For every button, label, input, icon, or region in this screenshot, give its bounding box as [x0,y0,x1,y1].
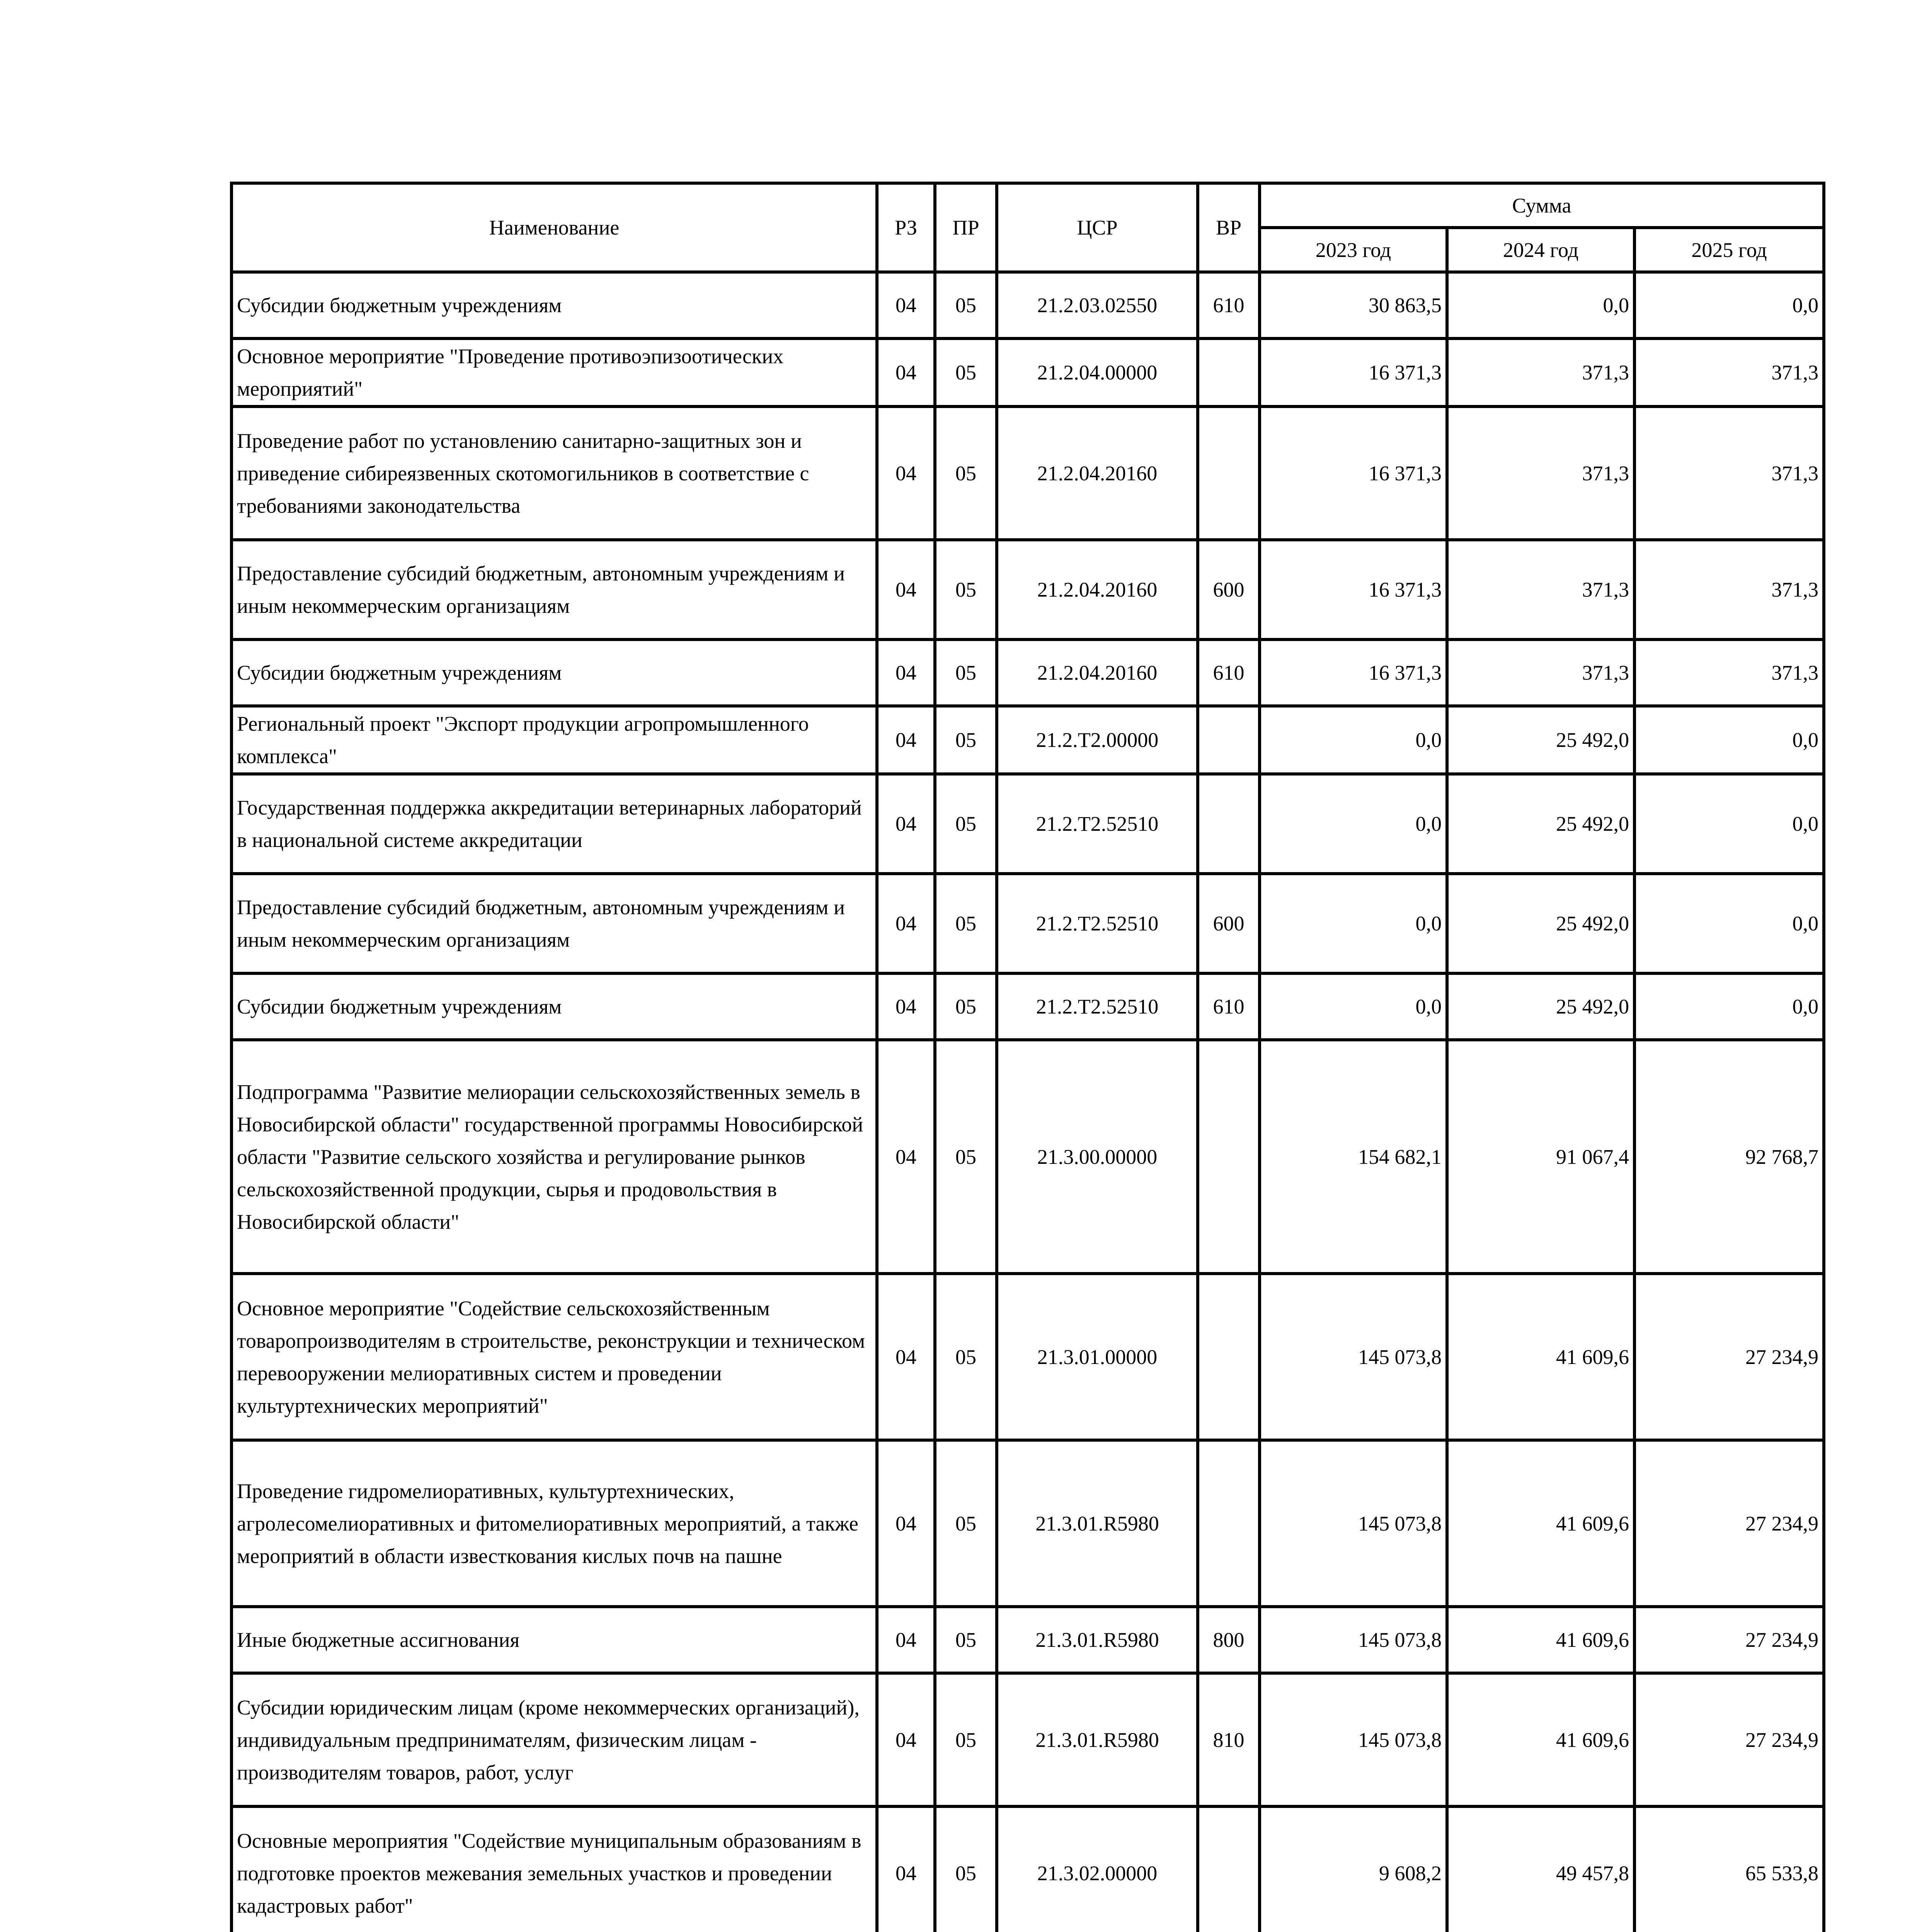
row-rz: 04 [877,973,935,1040]
row-amount-2024: 49 457,8 [1447,1806,1634,1932]
row-amount-2023: 16 371,3 [1260,338,1447,406]
row-vr: 610 [1198,272,1260,338]
row-csr: 21.3.01.R5980 [997,1673,1198,1806]
row-amount-2024: 0,0 [1447,272,1634,338]
header-rz: РЗ [877,183,935,272]
row-pr: 05 [935,272,997,338]
table-row [232,973,1824,1040]
header-year-2023: 2023 год [1260,228,1447,272]
table-row [232,874,1824,973]
row-rz: 04 [877,639,935,706]
row-name: Подпрограмма "Развитие мелиорации сельскохозяйственных земель в Новосибирской области" государственной программы Новосибирской области "Развитие сельского хозяйства и регулирование рынков сельскохозяйственной продукции, сырья и продовольствия в Новосибирской области" [232,1040,877,1274]
row-amount-2023: 145 073,8 [1260,1440,1447,1607]
table-row [232,639,1824,706]
row-amount-2025: 371,3 [1634,406,1824,540]
row-csr: 21.3.00.00000 [997,1040,1198,1274]
row-amount-2024: 371,3 [1447,406,1634,540]
row-amount-2023: 16 371,3 [1260,639,1447,706]
header-vr: ВР [1198,183,1260,272]
row-amount-2025: 0,0 [1634,874,1824,973]
row-amount-2025: 27 234,9 [1634,1274,1824,1440]
row-rz: 04 [877,1274,935,1440]
row-amount-2024: 41 609,6 [1447,1673,1634,1806]
row-csr: 21.2.03.02550 [997,272,1198,338]
row-amount-2025: 0,0 [1634,973,1824,1040]
row-amount-2023: 16 371,3 [1260,540,1447,639]
row-csr: 21.2.04.20160 [997,639,1198,706]
row-name: Государственная поддержка аккредитации ветеринарных лабораторий в национальной системе аккредитации [232,774,877,874]
table-row [232,272,1824,338]
row-pr: 05 [935,1040,997,1274]
row-amount-2023: 0,0 [1260,973,1447,1040]
row-pr: 05 [935,973,997,1040]
header-pr: ПР [935,183,997,272]
row-amount-2023: 145 073,8 [1260,1607,1447,1673]
row-pr: 05 [935,1607,997,1673]
row-csr: 21.3.01.R5980 [997,1440,1198,1607]
row-amount-2023: 0,0 [1260,774,1447,874]
row-vr: 610 [1198,639,1260,706]
row-pr: 05 [935,1274,997,1440]
row-pr: 05 [935,406,997,540]
row-amount-2025: 371,3 [1634,639,1824,706]
row-amount-2025: 27 234,9 [1634,1673,1824,1806]
row-rz: 04 [877,774,935,874]
row-rz: 04 [877,1673,935,1806]
budget-table [230,182,1825,1932]
row-rz: 04 [877,272,935,338]
row-csr: 21.2.04.20160 [997,406,1198,540]
row-vr [1198,1806,1260,1932]
row-vr: 600 [1198,540,1260,639]
row-rz: 04 [877,1607,935,1673]
row-amount-2023: 30 863,5 [1260,272,1447,338]
row-pr: 05 [935,1673,997,1806]
row-vr [1198,338,1260,406]
row-amount-2024: 25 492,0 [1447,706,1634,774]
row-csr: 21.3.02.00000 [997,1806,1198,1932]
row-rz: 04 [877,1806,935,1932]
table-row [232,1607,1824,1673]
row-csr: 21.2.T2.52510 [997,774,1198,874]
row-csr: 21.3.01.R5980 [997,1607,1198,1673]
header-sum: Сумма [1260,183,1824,228]
row-amount-2025: 371,3 [1634,540,1824,639]
row-pr: 05 [935,1806,997,1932]
row-pr: 05 [935,774,997,874]
row-pr: 05 [935,1440,997,1607]
row-vr: 600 [1198,874,1260,973]
row-amount-2023: 145 073,8 [1260,1274,1447,1440]
row-amount-2025: 27 234,9 [1634,1440,1824,1607]
row-name: Основное мероприятие "Проведение противоэпизоотических мероприятий" [232,338,877,406]
row-amount-2024: 25 492,0 [1447,774,1634,874]
table-row [232,1806,1824,1932]
row-amount-2024: 25 492,0 [1447,973,1634,1040]
row-name: Субсидии юридическим лицам (кроме некоммерческих организаций), индивидуальным предпринимателям, физическим лицам - производителям товаров, работ, услуг [232,1673,877,1806]
row-pr: 05 [935,338,997,406]
row-amount-2024: 25 492,0 [1447,874,1634,973]
row-pr: 05 [935,540,997,639]
row-vr [1198,1440,1260,1607]
row-pr: 05 [935,874,997,973]
row-name: Иные бюджетные ассигнования [232,1607,877,1673]
row-name: Предоставление субсидий бюджетным, автономным учреждениям и иным некоммерческим организациям [232,540,877,639]
row-amount-2023: 145 073,8 [1260,1673,1447,1806]
row-amount-2024: 371,3 [1447,639,1634,706]
header-year-2025: 2025 год [1634,228,1824,272]
row-vr: 610 [1198,973,1260,1040]
row-vr [1198,774,1260,874]
row-rz: 04 [877,1440,935,1607]
row-rz: 04 [877,1040,935,1274]
table-row [232,1440,1824,1607]
table-row [232,540,1824,639]
row-rz: 04 [877,706,935,774]
header-year-2024: 2024 год [1447,228,1634,272]
row-amount-2025: 27 234,9 [1634,1607,1824,1673]
row-vr [1198,1040,1260,1274]
row-amount-2024: 41 609,6 [1447,1607,1634,1673]
row-amount-2023: 9 608,2 [1260,1806,1447,1932]
header-name: Наименование [232,183,877,272]
row-amount-2023: 154 682,1 [1260,1040,1447,1274]
row-vr [1198,406,1260,540]
row-rz: 04 [877,540,935,639]
row-amount-2025: 65 533,8 [1634,1806,1824,1932]
table-row [232,1274,1824,1440]
row-amount-2025: 0,0 [1634,706,1824,774]
row-vr: 800 [1198,1607,1260,1673]
row-amount-2025: 92 768,7 [1634,1040,1824,1274]
row-rz: 04 [877,338,935,406]
table-row [232,1673,1824,1806]
row-amount-2023: 0,0 [1260,874,1447,973]
row-amount-2024: 371,3 [1447,338,1634,406]
row-csr: 21.2.T2.52510 [997,874,1198,973]
row-name: Проведение работ по установлению санитарно-защитных зон и приведение сибиреязвенных скотомогильников в соответствие с требованиями законодательства [232,406,877,540]
row-name: Субсидии бюджетным учреждениям [232,639,877,706]
row-csr: 21.2.T2.52510 [997,973,1198,1040]
header-csr: ЦСР [997,183,1198,272]
row-name: Проведение гидромелиоративных, культуртехнических, агролесомелиоративных и фитомелиоративных мероприятий, а также мероприятий в области известкования кислых почв на пашне [232,1440,877,1607]
row-name: Основные мероприятия "Содействие муниципальным образованиям в подготовке проектов межевания земельных участков и проведении кадастровых работ" [232,1806,877,1932]
row-amount-2023: 0,0 [1260,706,1447,774]
row-csr: 21.3.01.00000 [997,1274,1198,1440]
row-vr [1198,706,1260,774]
row-name: Предоставление субсидий бюджетным, автономным учреждениям и иным некоммерческим организациям [232,874,877,973]
row-amount-2025: 0,0 [1634,774,1824,874]
row-name: Основное мероприятие "Содействие сельскохозяйственным товаропроизводителям в строительстве, реконструкции и техническом перевооружении мелиоративных систем и проведении культуртехнических мероприятий" [232,1274,877,1440]
row-vr [1198,1274,1260,1440]
table-row [232,338,1824,406]
table-header [232,183,1824,272]
row-amount-2024: 371,3 [1447,540,1634,639]
row-amount-2024: 41 609,6 [1447,1274,1634,1440]
row-pr: 05 [935,639,997,706]
table-body [232,272,1824,1932]
table-row [232,406,1824,540]
table-row [232,1040,1824,1274]
row-vr: 810 [1198,1673,1260,1806]
row-amount-2025: 0,0 [1634,272,1824,338]
row-rz: 04 [877,406,935,540]
row-csr: 21.2.04.20160 [997,540,1198,639]
row-name: Региональный проект "Экспорт продукции агропромышленного комплекса" [232,706,877,774]
row-rz: 04 [877,874,935,973]
table-row [232,706,1824,774]
row-amount-2024: 41 609,6 [1447,1440,1634,1607]
row-name: Субсидии бюджетным учреждениям [232,272,877,338]
row-amount-2025: 371,3 [1634,338,1824,406]
row-amount-2023: 16 371,3 [1260,406,1447,540]
row-pr: 05 [935,706,997,774]
row-csr: 21.2.T2.00000 [997,706,1198,774]
row-name: Субсидии бюджетным учреждениям [232,973,877,1040]
row-csr: 21.2.04.00000 [997,338,1198,406]
table-row [232,774,1824,874]
row-amount-2024: 91 067,4 [1447,1040,1634,1274]
